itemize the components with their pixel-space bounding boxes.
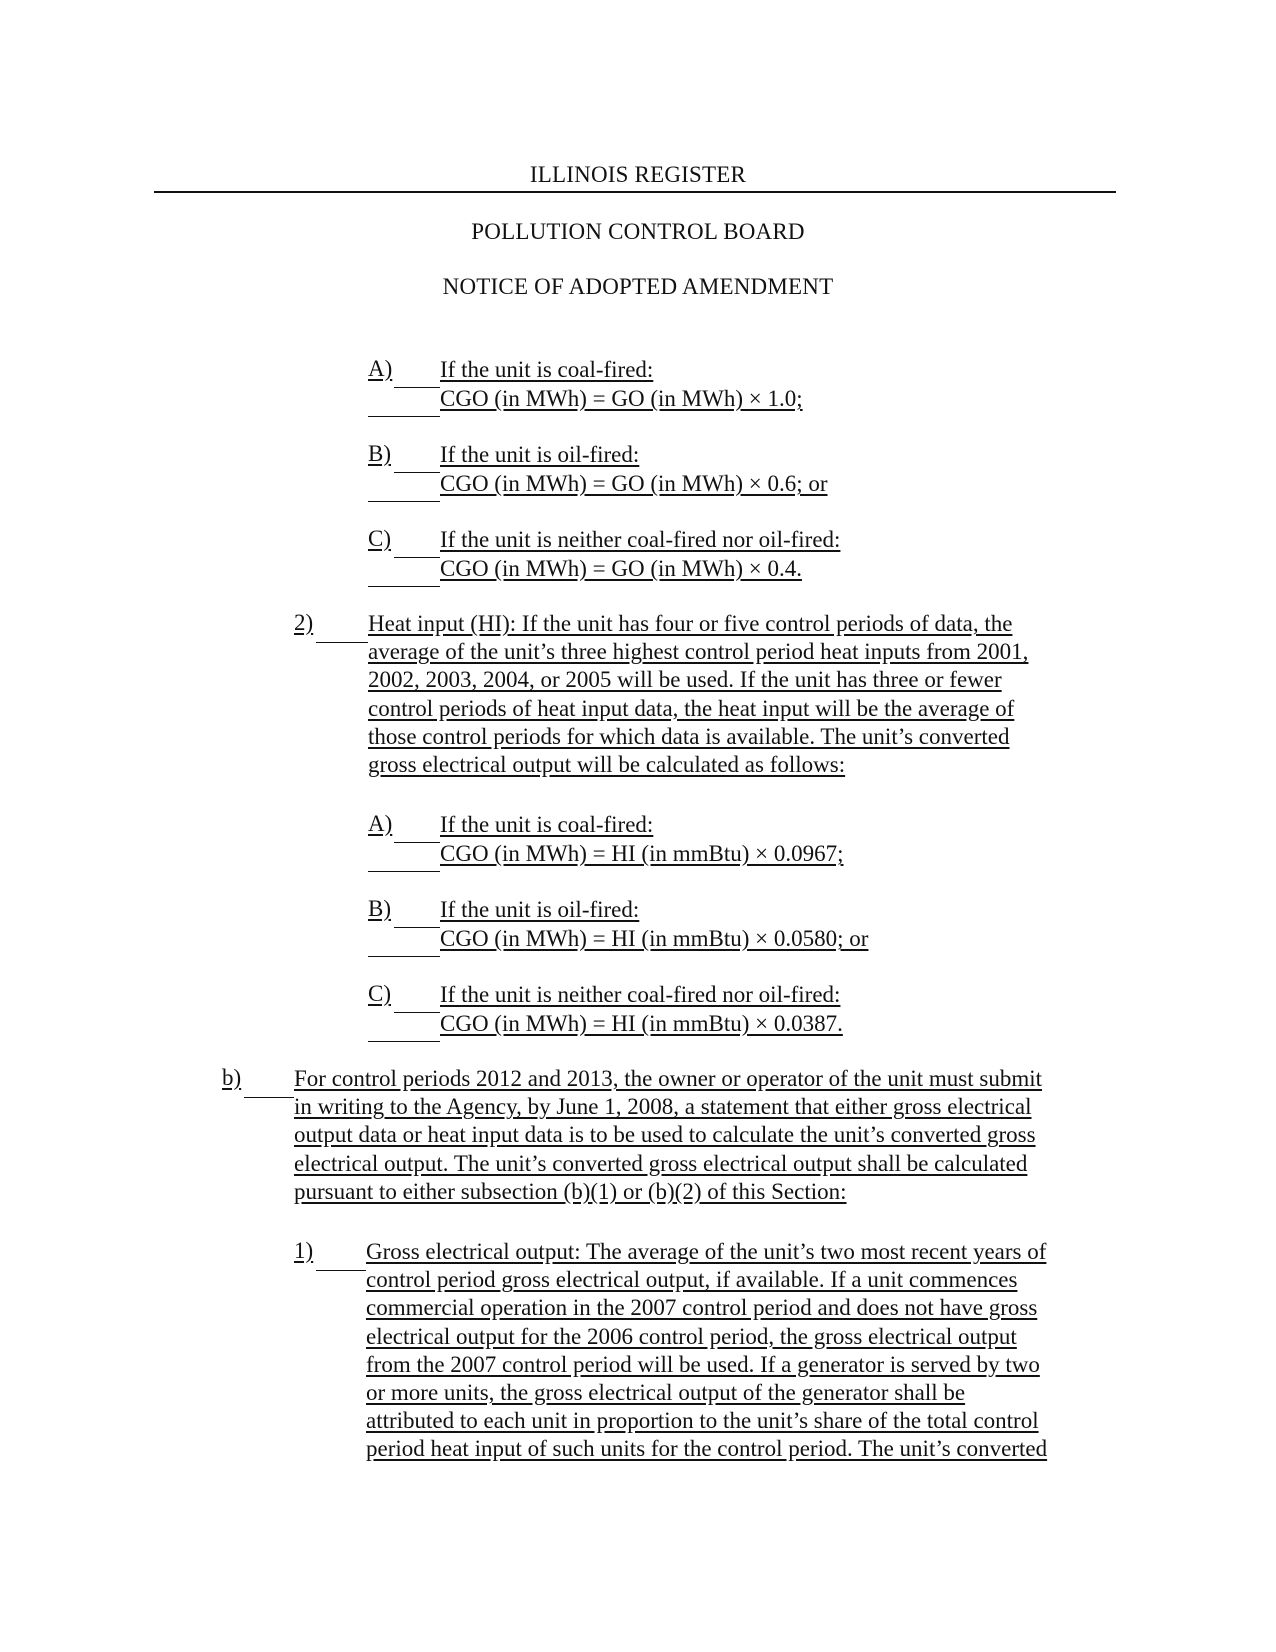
- item-a2-paragraph: [368, 610, 1028, 779]
- paragraph-line: in writing to the Agency, by June 1, 2008, a statement that either gross electrical: [294, 1094, 1032, 1120]
- item-a1-a-condition: If the unit is coal-fired:: [440, 357, 654, 382]
- paragraph-line: For control periods 2012 and 2013, the owner or operator of the unit must submit: [294, 1066, 1043, 1091]
- item-a2-label: 2): [294, 610, 314, 635]
- paragraph-line: control period gross electrical output, if available. If a unit commences: [366, 1267, 1018, 1293]
- paragraph-line: Gross electrical output: The average of the unit’s two most recent years of: [366, 1239, 1047, 1264]
- item-a2-c-label: C): [368, 981, 391, 1006]
- item-a1-c-formula: CGO (in MWh) = GO (in MWh) × 0.4.: [440, 556, 802, 581]
- item-a2-b-formula: CGO (in MWh) = HI (in mmBtu) × 0.0580; or: [440, 926, 869, 951]
- item-a2-c-formula: CGO (in MWh) = HI (in mmBtu) × 0.0387.: [440, 1011, 843, 1036]
- underline-filler: [368, 871, 440, 872]
- underline-filler: [368, 501, 440, 502]
- paragraph-line: pursuant to either subsection (b)(1) or (b)(2) of this Section:: [294, 1178, 847, 1204]
- paragraph-line: electrical output. The unit’s converted gross electrical output shall be calculated: [294, 1150, 1028, 1176]
- item-a2-a-condition: If the unit is coal-fired:: [440, 812, 654, 837]
- item-a1-b-formula: CGO (in MWh) = GO (in MWh) × 0.6; or: [440, 471, 828, 496]
- item-a2-a-formula: CGO (in MWh) = HI (in mmBtu) × 0.0967;: [440, 841, 844, 866]
- item-b1-paragraph: [366, 1238, 1047, 1464]
- underline-filler: [244, 1097, 294, 1098]
- item-a1-a-formula: CGO (in MWh) = GO (in MWh) × 1.0;: [440, 386, 803, 411]
- paragraph-line: Heat input (HI): If the unit has four or five control periods of data, the: [368, 611, 1013, 636]
- paragraph-line: or more units, the gross electrical output of the generator shall be: [366, 1380, 966, 1406]
- paragraph-line: average of the unit’s three highest control period heat inputs from 2001,: [368, 639, 1029, 665]
- underline-filler: [316, 1270, 366, 1271]
- item-a2-c-condition: If the unit is neither coal-fired nor oil-fired:: [440, 982, 841, 1007]
- item-b-label: b): [222, 1065, 242, 1090]
- paragraph-line: period heat input of such units for the control period. The unit’s converted: [366, 1436, 1048, 1462]
- underline-filler: [394, 927, 440, 928]
- paragraph-line: from the 2007 control period will be used. If a generator is served by two: [366, 1351, 1040, 1377]
- item-a2-b-condition: If the unit is oil-fired:: [440, 897, 640, 922]
- underline-filler: [368, 1041, 440, 1042]
- item-b-paragraph: [294, 1065, 1042, 1206]
- item-a2-a-label: A): [368, 811, 393, 836]
- item-a1-b-condition: If the unit is oil-fired:: [440, 442, 640, 467]
- underline-filler: [368, 586, 440, 587]
- paragraph-line: attributed to each unit in proportion to the unit’s share of the total control: [366, 1408, 1039, 1434]
- board-title: POLLUTION CONTROL BOARD: [471, 219, 805, 244]
- paragraph-line: gross electrical output will be calculated as follows:: [368, 752, 846, 778]
- paragraph-line: 2002, 2003, 2004, or 2005 will be used. If the unit has three or fewer: [368, 667, 1002, 693]
- item-a1-a-label: A): [368, 356, 393, 381]
- underline-filler: [394, 472, 440, 473]
- paragraph-line: control periods of heat input data, the heat input will be the average of: [368, 695, 1015, 721]
- item-a1-c-label: C): [368, 526, 391, 551]
- paragraph-line: output data or heat input data is to be used to calculate the unit’s converted gross: [294, 1122, 1036, 1148]
- header-rule: [154, 191, 1116, 193]
- item-a1-b-label: B): [368, 441, 391, 466]
- paragraph-line: those control periods for which data is available. The unit’s converted: [368, 723, 1010, 749]
- register-title: ILLINOIS REGISTER: [529, 162, 747, 187]
- underline-filler: [394, 387, 440, 388]
- underline-filler: [316, 642, 368, 643]
- underline-filler: [394, 557, 440, 558]
- item-a2-b-label: B): [368, 896, 391, 921]
- paragraph-line: commercial operation in the 2007 control period and does not have gross: [366, 1295, 1038, 1321]
- underline-filler: [368, 416, 440, 417]
- item-b1-label: 1): [294, 1238, 314, 1263]
- underline-filler: [394, 842, 440, 843]
- underline-filler: [394, 1012, 440, 1013]
- notice-title: NOTICE OF ADOPTED AMENDMENT: [442, 274, 834, 299]
- item-a1-c-condition: If the unit is neither coal-fired nor oil-fired:: [440, 527, 841, 552]
- paragraph-line: electrical output for the 2006 control period, the gross electrical output: [366, 1323, 1017, 1349]
- underline-filler: [368, 956, 440, 957]
